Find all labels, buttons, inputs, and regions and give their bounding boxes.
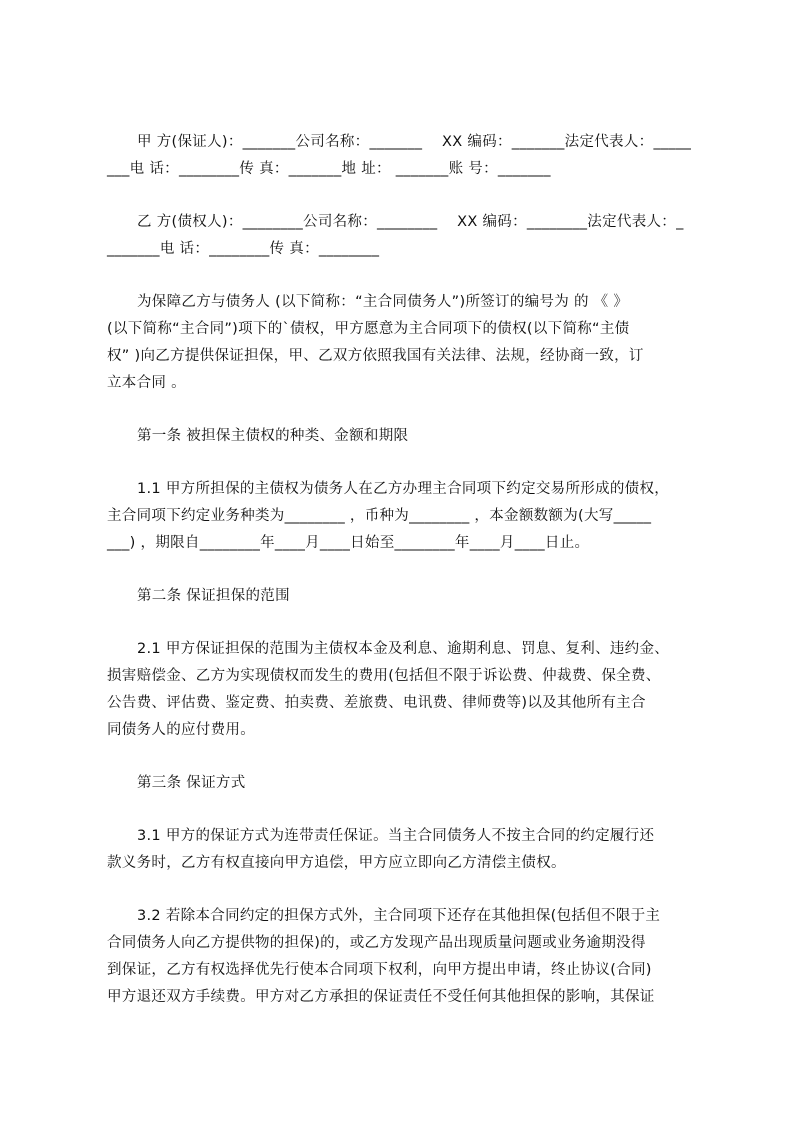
clause-3-2-line-3: 到保证，乙方有权选择优先行使本合同项下权利，向甲方提出申请，终止协议(合同) [107,962,652,978]
preamble-line-3: 权” )向乙方提供保证担保，甲、乙双方依照我国有关法律、法规，经协商一致，订 [107,348,644,364]
party-b-line-1: 乙 方(债权人)：________公司名称：________ XX 编码：________法定代表人：_ [137,214,684,230]
clause-3-2-line-4: 甲方退还双方手续费。甲方对乙方承担的保证责任不受任何其他担保的影响，其保证 [107,989,655,1005]
clause-2-1-line-1: 2.1 甲方保证担保的范围为主债权本金及利息、逾期利息、罚息、复利、违约金、 [137,641,670,657]
clause-1-1-line-3: ___) ，期限自________年____月____日始至________年____月____日止。 [107,535,590,551]
clause-2-1-line-4: 同债务人的应付费用。 [107,722,255,738]
party-a-line-1: 甲 方(保证人)：_______公司名称：_______ XX 编码：_______法定代表人：_____ [137,134,692,150]
article-2-heading: 第二条 保证担保的范围 [137,588,290,604]
clause-2-1-line-2: 损害赔偿金、乙方为实现债权而发生的费用(包括但不限于诉讼费、仲裁费、保全费、 [107,668,661,684]
party-b-line-2: _______电 话：________传 真：________ [107,241,380,257]
clause-3-2-line-2: 合同债务人向乙方提供物的担保)的，或乙方发现产品出现质量问题或业务逾期没得 [107,935,646,951]
preamble-line-2: (以下简称“主合同”)项下的`债权，甲方愿意为主合同项下的债权(以下简称“主债 [107,321,630,337]
article-1-heading: 第一条 被担保主债权的种类、金额和期限 [137,428,409,444]
preamble-line-1: 为保障乙方与债务人 (以下简称：“主合同债务人”)所签订的编号为 的 《 》 [137,294,629,310]
clause-3-2-line-1: 3.2 若除本合同约定的担保方式外，主合同项下还存在其他担保(包括但不限于主 [137,908,661,924]
article-3-heading: 第三条 保证方式 [137,775,246,791]
clause-3-1-line-1: 3.1 甲方的保证方式为连带责任保证。当主合同债务人不按主合同的约定履行还 [137,828,655,844]
party-a-line-2: ___电 话：________传 真：_______地 址： _______账 号：_______ [107,161,551,177]
clause-1-1-line-2: 主合同项下约定业务种类为________ ，币种为________ ，本金额数额为(大写_____ [107,508,652,524]
preamble-line-4: 立本合同 。 [107,375,186,391]
clause-3-1-line-2: 款义务时，乙方有权直接向甲方追偿，甲方应立即向乙方清偿主债权。 [107,855,566,871]
clause-2-1-line-3: 公告费、评估费、鉴定费、拍卖费、差旅费、电讯费、律师费等)以及其他所有主合 [107,695,646,711]
clause-1-1-line-1: 1.1 甲方所担保的主债权为债务人在乙方办理主合同项下约定交易所形成的债权， [137,481,670,497]
